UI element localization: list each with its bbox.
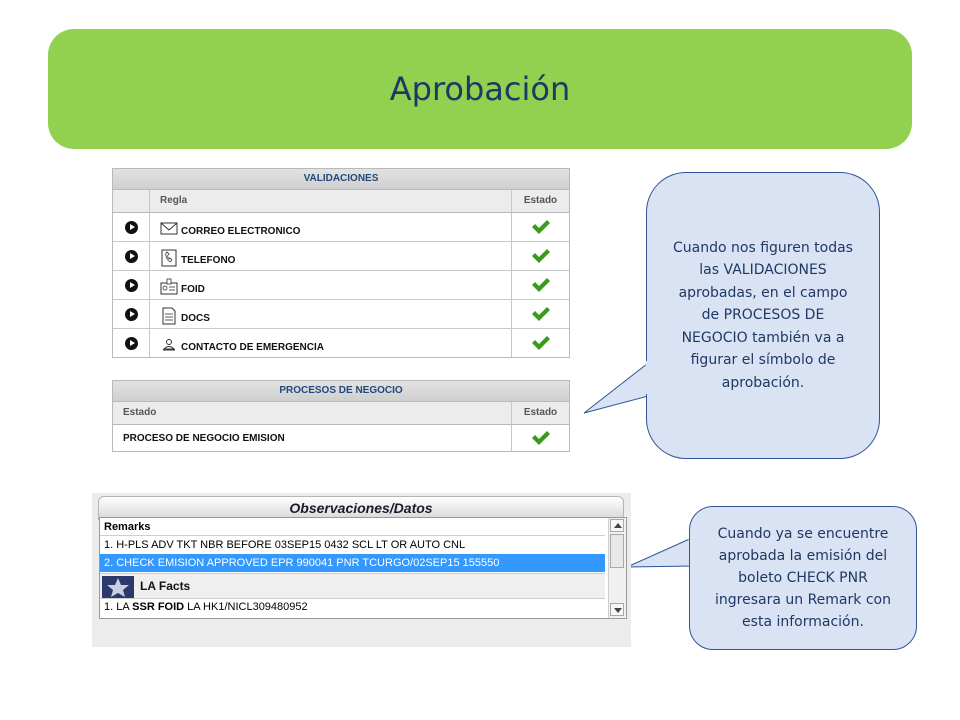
fact-line-clipped	[100, 614, 605, 619]
observaciones-title: Observaciones/Datos	[98, 496, 624, 520]
column-header-estado-right: Estado	[523, 407, 558, 418]
la-facts-title: LA Facts	[140, 579, 191, 593]
validation-label: CONTACTO DE EMERGENCIA	[181, 342, 324, 353]
callout-validaciones-text: Cuando nos figuren todas las VALIDACIONES aprobadas, en el campo de PROCESOS DE NEGOCIO también va a figurar el símbolo de aprobación.	[673, 239, 853, 391]
expand-arrow-icon[interactable]	[125, 221, 138, 234]
expand-arrow-icon[interactable]	[125, 337, 138, 350]
fact-prefix: 1. LA	[104, 601, 133, 613]
process-label: PROCESO DE NEGOCIO EMISION	[123, 432, 285, 444]
validation-row	[113, 300, 569, 329]
observaciones-panel	[92, 493, 631, 647]
procesos-header: PROCESOS DE NEGOCIO	[113, 381, 569, 402]
callout-validaciones	[646, 172, 880, 459]
expand-arrow-icon[interactable]	[125, 250, 138, 263]
remark-line[interactable]: 1. H-PLS ADV TKT NBR BEFORE 03SEP15 0432 SCL LT OR AUTO CNL	[104, 539, 466, 551]
procesos-panel	[112, 380, 570, 452]
expand-arrow-icon[interactable]	[125, 279, 138, 292]
remark-line-selected[interactable]: 2. CHECK EMISION APPROVED EPR 990041 PNR TCURGO/02SEP15 155550	[100, 554, 605, 572]
column-header-estado-left: Estado	[113, 402, 512, 424]
validaciones-panel	[112, 168, 570, 358]
approved-check-icon	[531, 277, 551, 293]
la-logo	[102, 576, 134, 598]
fact-suffix: LA HK1/NICL309480952	[184, 601, 308, 613]
column-header-estado: Estado	[523, 195, 558, 206]
callout-remark	[689, 506, 917, 650]
page-title: Aprobación	[389, 70, 571, 108]
validaciones-column-headers	[113, 190, 569, 213]
expand-arrow-icon[interactable]	[125, 308, 138, 321]
process-row	[113, 425, 569, 451]
validation-label: DOCS	[181, 313, 210, 324]
empty-column-header	[113, 190, 150, 212]
approved-check-icon	[531, 248, 551, 264]
validation-row	[113, 271, 569, 300]
approved-check-icon	[531, 430, 551, 446]
validation-label: FOID	[181, 284, 205, 295]
envelope-icon	[160, 220, 178, 238]
validation-label: TELEFONO	[181, 255, 236, 266]
column-header-regla: Regla	[150, 190, 512, 212]
approved-check-icon	[531, 219, 551, 235]
scroll-down-button[interactable]	[610, 603, 624, 616]
validation-label: CORREO ELECTRONICO	[181, 226, 301, 237]
id-card-icon	[160, 278, 178, 296]
remarks-list	[99, 517, 627, 619]
star-icon	[102, 576, 134, 598]
procesos-column-headers	[113, 402, 569, 425]
remarks-header: Remarks	[100, 518, 605, 536]
validation-row	[113, 329, 569, 357]
fact-keyword: SSR FOID	[132, 601, 185, 613]
validation-row	[113, 242, 569, 271]
validaciones-header: VALIDACIONES	[113, 169, 569, 190]
contact-icon	[160, 336, 178, 354]
scroll-thumb[interactable]	[610, 534, 624, 568]
phone-icon	[160, 249, 178, 267]
validation-row	[113, 213, 569, 242]
remarks-scrollbar[interactable]	[608, 518, 626, 618]
callout-remark-text: Cuando ya se encuentre aprobada la emisión del boleto CHECK PNR ingresara un Remark con esta información.	[715, 526, 891, 630]
document-icon	[160, 307, 178, 325]
approved-check-icon	[531, 306, 551, 322]
scroll-up-button[interactable]	[610, 519, 624, 532]
la-facts-section	[100, 573, 605, 599]
approved-check-icon	[531, 335, 551, 351]
